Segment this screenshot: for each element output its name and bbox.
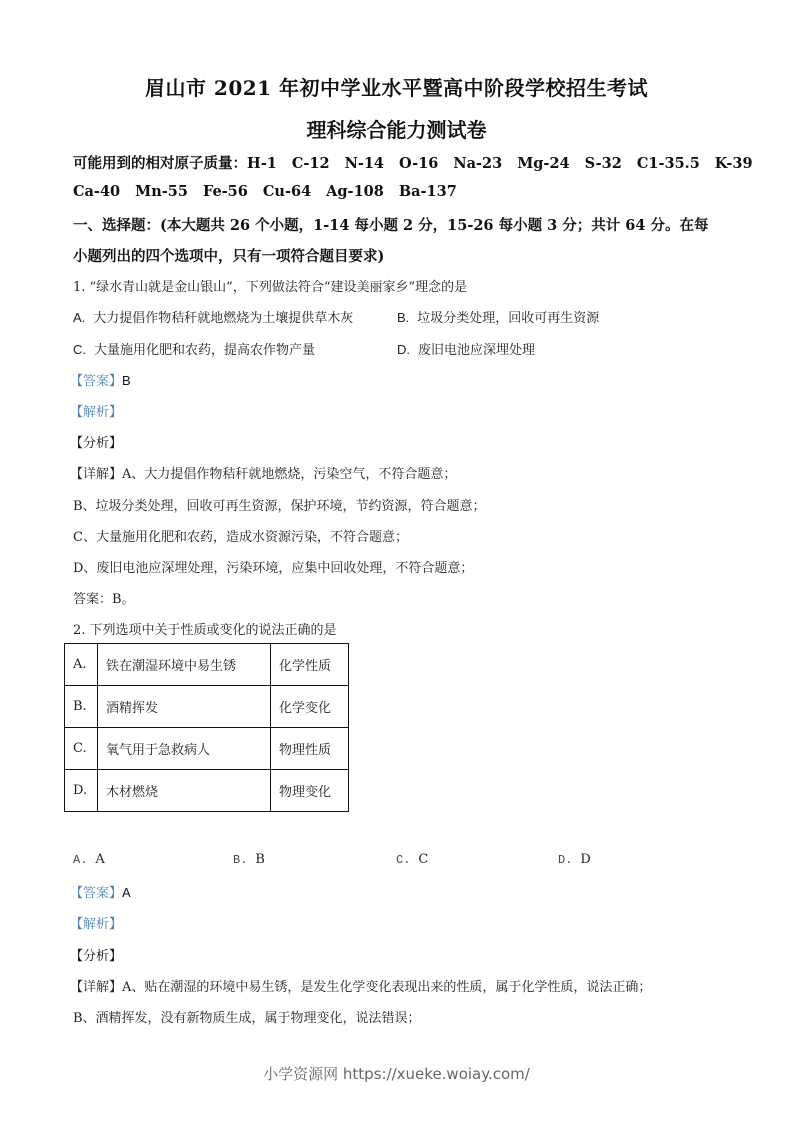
atomic-mass: Fe-56 bbox=[202, 183, 248, 200]
option-letter: C. bbox=[73, 342, 86, 357]
choice-text: C bbox=[418, 852, 429, 867]
q1-answer bbox=[70, 370, 131, 390]
choice-letter: C. bbox=[396, 853, 411, 867]
q2-choice-c bbox=[396, 852, 428, 867]
atomic-mass: Mg-24 bbox=[517, 155, 570, 172]
detail-text: A、大力提倡作物秸秆就地燃烧，污染空气，不符合题意； bbox=[122, 467, 457, 482]
q2-fenxi-tag: 【分析】 bbox=[70, 949, 123, 964]
answer-tag: 【答案】 bbox=[70, 374, 123, 389]
table-cell-letter: B. bbox=[65, 686, 98, 728]
table-cell-letter: D. bbox=[65, 770, 98, 812]
option-text: 大力提倡作物秸秆就地燃烧为土壤提供草木灰 bbox=[93, 311, 354, 326]
atomic-mass: S-32 bbox=[584, 155, 622, 172]
footer-watermark: 小学资源网 https://xueke.woiay.com/ bbox=[263, 1065, 530, 1083]
option-letter: A. bbox=[73, 310, 86, 325]
q2-choice-b bbox=[233, 852, 265, 867]
answer-value: B bbox=[122, 373, 131, 388]
q2-detail-b: B、酒精挥发，没有新物质生成，属于物理变化，说法错误； bbox=[73, 1011, 421, 1026]
table-cell-letter: A. bbox=[65, 644, 98, 686]
page-title: 眉山市 2021 年初中学业水平暨高中阶段学校招生考试 bbox=[144, 76, 649, 100]
atomic-mass: C1-35.5 bbox=[636, 155, 700, 172]
option-text: 垃圾分类处理，回收可再生资源 bbox=[417, 311, 600, 326]
section-heading-line2: 小题列出的四个选项中，只有一项符合题目要求) bbox=[73, 248, 385, 265]
q2-choice-d bbox=[558, 852, 591, 867]
q1-analysis-tag: 【解析】 bbox=[70, 405, 123, 420]
atomic-masses-line2 bbox=[73, 183, 472, 200]
choice-text: B bbox=[255, 852, 265, 867]
section-heading-line1: 一、选择题：(本大题共 26 个小题，1-14 每小题 2 分，15-26 每小题 3 分；共计 64 分。在每 bbox=[73, 217, 709, 234]
q1-option-a bbox=[73, 307, 353, 326]
q1-detail-d: D、废旧电池应深埋处理，污染环境，应集中回收处理，不符合题意； bbox=[73, 561, 474, 576]
q2-analysis-tag: 【解析】 bbox=[70, 917, 123, 932]
choice-letter: B. bbox=[233, 853, 248, 867]
option-text: 大量施用化肥和农药，提高农作物产量 bbox=[94, 343, 316, 358]
detail-tag: 【详解】 bbox=[70, 467, 123, 482]
choice-letter: A. bbox=[73, 853, 88, 867]
q1-detail-a bbox=[70, 463, 456, 482]
page-subtitle: 理科综合能力测试卷 bbox=[306, 118, 487, 142]
table-cell-statement: 木材燃烧 bbox=[98, 770, 271, 812]
choice-letter: D. bbox=[558, 853, 573, 867]
atomic-mass: C-12 bbox=[291, 155, 330, 172]
table-row bbox=[65, 770, 349, 812]
detail-tag: 【详解】 bbox=[70, 980, 123, 995]
table-cell-category: 化学性质 bbox=[271, 644, 349, 686]
table-cell-category: 物理变化 bbox=[271, 770, 349, 812]
option-text: 废旧电池应深埋处理 bbox=[418, 343, 536, 358]
table-cell-category: 物理性质 bbox=[271, 728, 349, 770]
table-cell-statement: 铁在潮湿环境中易生锈 bbox=[98, 644, 271, 686]
q1-conclusion: 答案：B。 bbox=[73, 592, 135, 607]
q1-option-c bbox=[73, 339, 315, 358]
atomic-masses-label: 可能用到的相对原子质量： bbox=[73, 155, 247, 172]
q2-choice-a bbox=[73, 852, 105, 867]
atomic-masses-line1 bbox=[73, 152, 768, 173]
q1-detail-b: B、垃圾分类处理，回收可再生资源，保护环境，节约资源，符合题意； bbox=[73, 499, 486, 514]
atomic-mass: Ba-137 bbox=[398, 183, 457, 200]
q2-stem: 2. 下列选项中关于性质或变化的说法正确的是 bbox=[73, 623, 337, 638]
choice-text: A bbox=[95, 852, 105, 867]
q2-answer bbox=[70, 882, 131, 902]
q1-option-b bbox=[397, 307, 599, 326]
table-row bbox=[65, 728, 349, 770]
atomic-mass: Cu-64 bbox=[262, 183, 312, 200]
detail-text: A、贴在潮湿的环境中易生锈，是发生化学变化表现出来的性质，属于化学性质，说法正确； bbox=[122, 980, 652, 995]
table-cell-statement: 氧气用于急救病人 bbox=[98, 728, 271, 770]
q1-detail-c: C、大量施用化肥和农药，造成水资源污染，不符合题意； bbox=[73, 530, 408, 545]
atomic-mass: N-14 bbox=[344, 155, 385, 172]
choice-text: D bbox=[580, 852, 591, 867]
atomic-mass: Mn-55 bbox=[135, 183, 188, 200]
atomic-mass: Ag-108 bbox=[326, 183, 384, 200]
atomic-mass: Na-23 bbox=[453, 155, 503, 172]
q1-option-d bbox=[397, 339, 535, 358]
q2-table bbox=[64, 643, 349, 812]
table-row bbox=[65, 686, 349, 728]
table-row bbox=[65, 644, 349, 686]
option-letter: D. bbox=[397, 342, 410, 357]
answer-value: A bbox=[122, 885, 131, 900]
option-letter: B. bbox=[397, 310, 410, 325]
atomic-mass: O-16 bbox=[399, 155, 439, 172]
answer-tag: 【答案】 bbox=[70, 886, 123, 901]
atomic-mass: Ca-40 bbox=[73, 183, 121, 200]
q1-fenxi-tag: 【分析】 bbox=[70, 436, 123, 451]
table-cell-letter: C. bbox=[65, 728, 98, 770]
atomic-mass: H-1 bbox=[247, 155, 277, 172]
q2-detail-a bbox=[70, 976, 651, 995]
q1-stem: 1. “绿水青山就是金山银山”，下列做法符合“建设美丽家乡”理念的是 bbox=[73, 280, 468, 295]
table-cell-statement: 酒精挥发 bbox=[98, 686, 271, 728]
atomic-mass: K-39 bbox=[714, 155, 753, 172]
table-cell-category: 化学变化 bbox=[271, 686, 349, 728]
